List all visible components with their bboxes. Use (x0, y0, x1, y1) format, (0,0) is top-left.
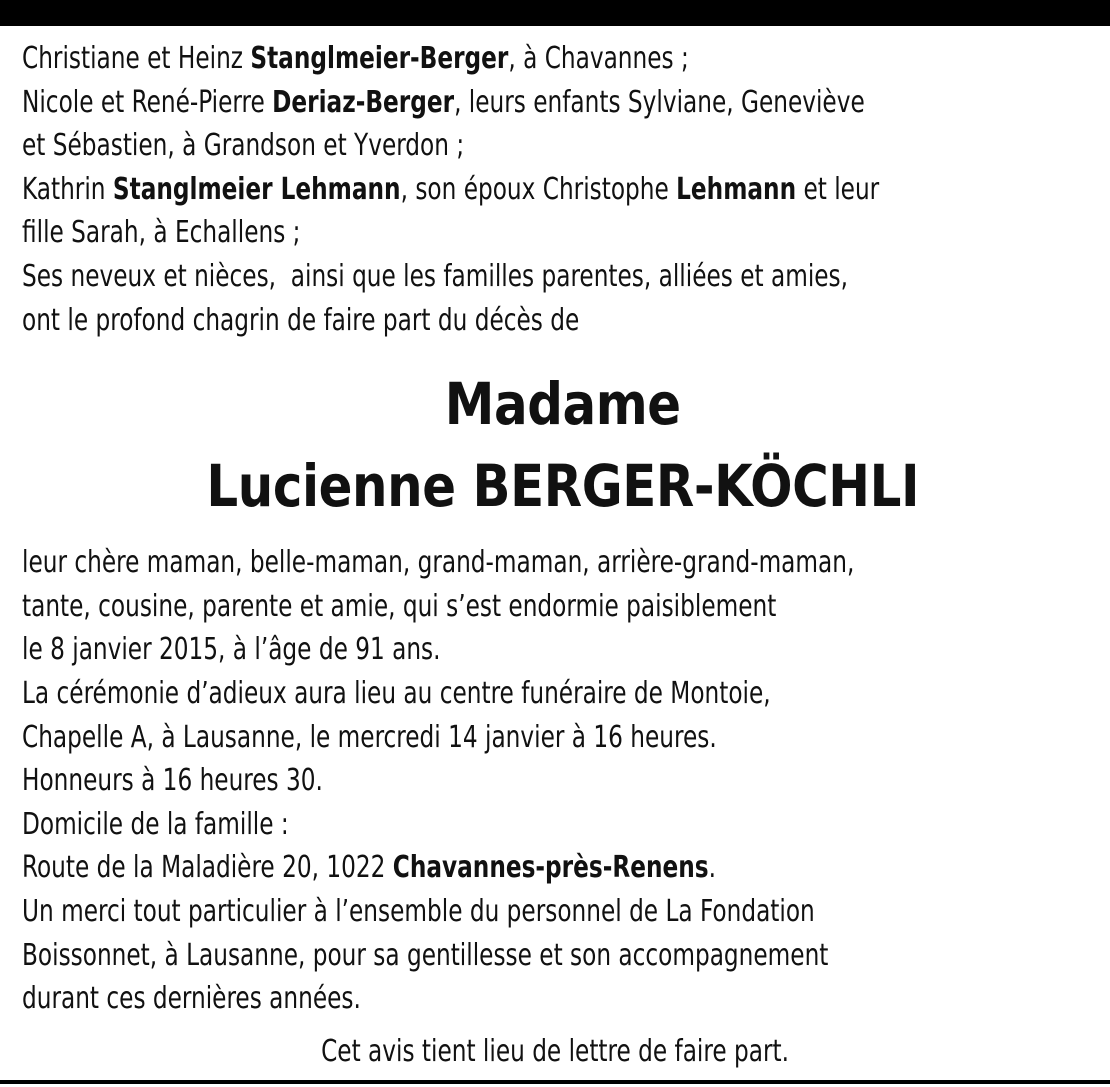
deceased-name: Lucienne BERGER-KÖCHLI (206, 452, 920, 521)
domicile-address: Route de la Maladière 20, 1022 Chavannes-près-Renens. (22, 850, 716, 886)
intro-line: Ses neveux et nièces, ainsi que les familles parentes, alliées et amies, (22, 258, 849, 294)
top-rule (0, 0, 1110, 26)
thanks-line: Boissonnet, à Lausanne, pour sa gentillesse et son accompagnement (22, 937, 829, 973)
intro-line: Christiane et Heinz Stanglmeier-Berger, à Chavannes ; (22, 41, 689, 76)
intro-line: Kathrin Stanglmeier Lehmann, son époux Christophe Lehmann et leur (22, 171, 880, 207)
honours-line: Honneurs à 16 heures 30. (22, 763, 323, 799)
family-name: Lehmann (676, 171, 797, 207)
domicile-town: Chavannes-près-Renens (392, 850, 709, 886)
family-name: Stanglmeier-Berger (250, 41, 509, 76)
body-line: leur chère maman, belle-maman, grand-maman, arrière-grand-maman, (22, 545, 855, 581)
thanks-line: durant ces dernières années. (22, 981, 361, 1017)
closing-text: Cet avis tient lieu de lettre de faire part. (321, 1034, 789, 1069)
intro-line: et Sébastien, à Grandson et Yverdon ; (22, 128, 465, 164)
family-name: Stanglmeier Lehmann (112, 171, 401, 207)
intro-line: ont le profond chagrin de faire part du décès de (22, 302, 580, 338)
family-name: Deriaz-Berger (272, 84, 455, 120)
ceremony-line: La cérémonie d’adieux aura lieu au centre funéraire de Montoie, (22, 675, 771, 711)
deceased-title: Madame (444, 370, 681, 439)
domicile-label: Domicile de la famille : (22, 806, 289, 842)
intro-line: Nicole et René-Pierre Deriaz-Berger, leurs enfants Sylviane, Geneviève (22, 84, 865, 120)
ceremony-line: Chapelle A, à Lausanne, le mercredi 14 janvier à 16 heures. (22, 719, 717, 755)
notice-body (22, 541, 955, 1021)
body-line: le 8 janvier 2015, à l’âge de 91 ans. (22, 632, 441, 668)
family-intro (22, 37, 955, 342)
thanks-line: Un merci tout particulier à l’ensemble du personnel de La Fondation (22, 893, 815, 929)
deceased-heading (96, 363, 1029, 527)
body-line: tante, cousine, parente et amie, qui s’est endormie paisiblement (22, 588, 777, 624)
closing-note (0, 1030, 1110, 1074)
intro-line: fille Sarah, à Echallens ; (22, 215, 301, 251)
death-notice (22, 37, 1107, 1021)
bottom-rule (0, 1080, 1110, 1084)
